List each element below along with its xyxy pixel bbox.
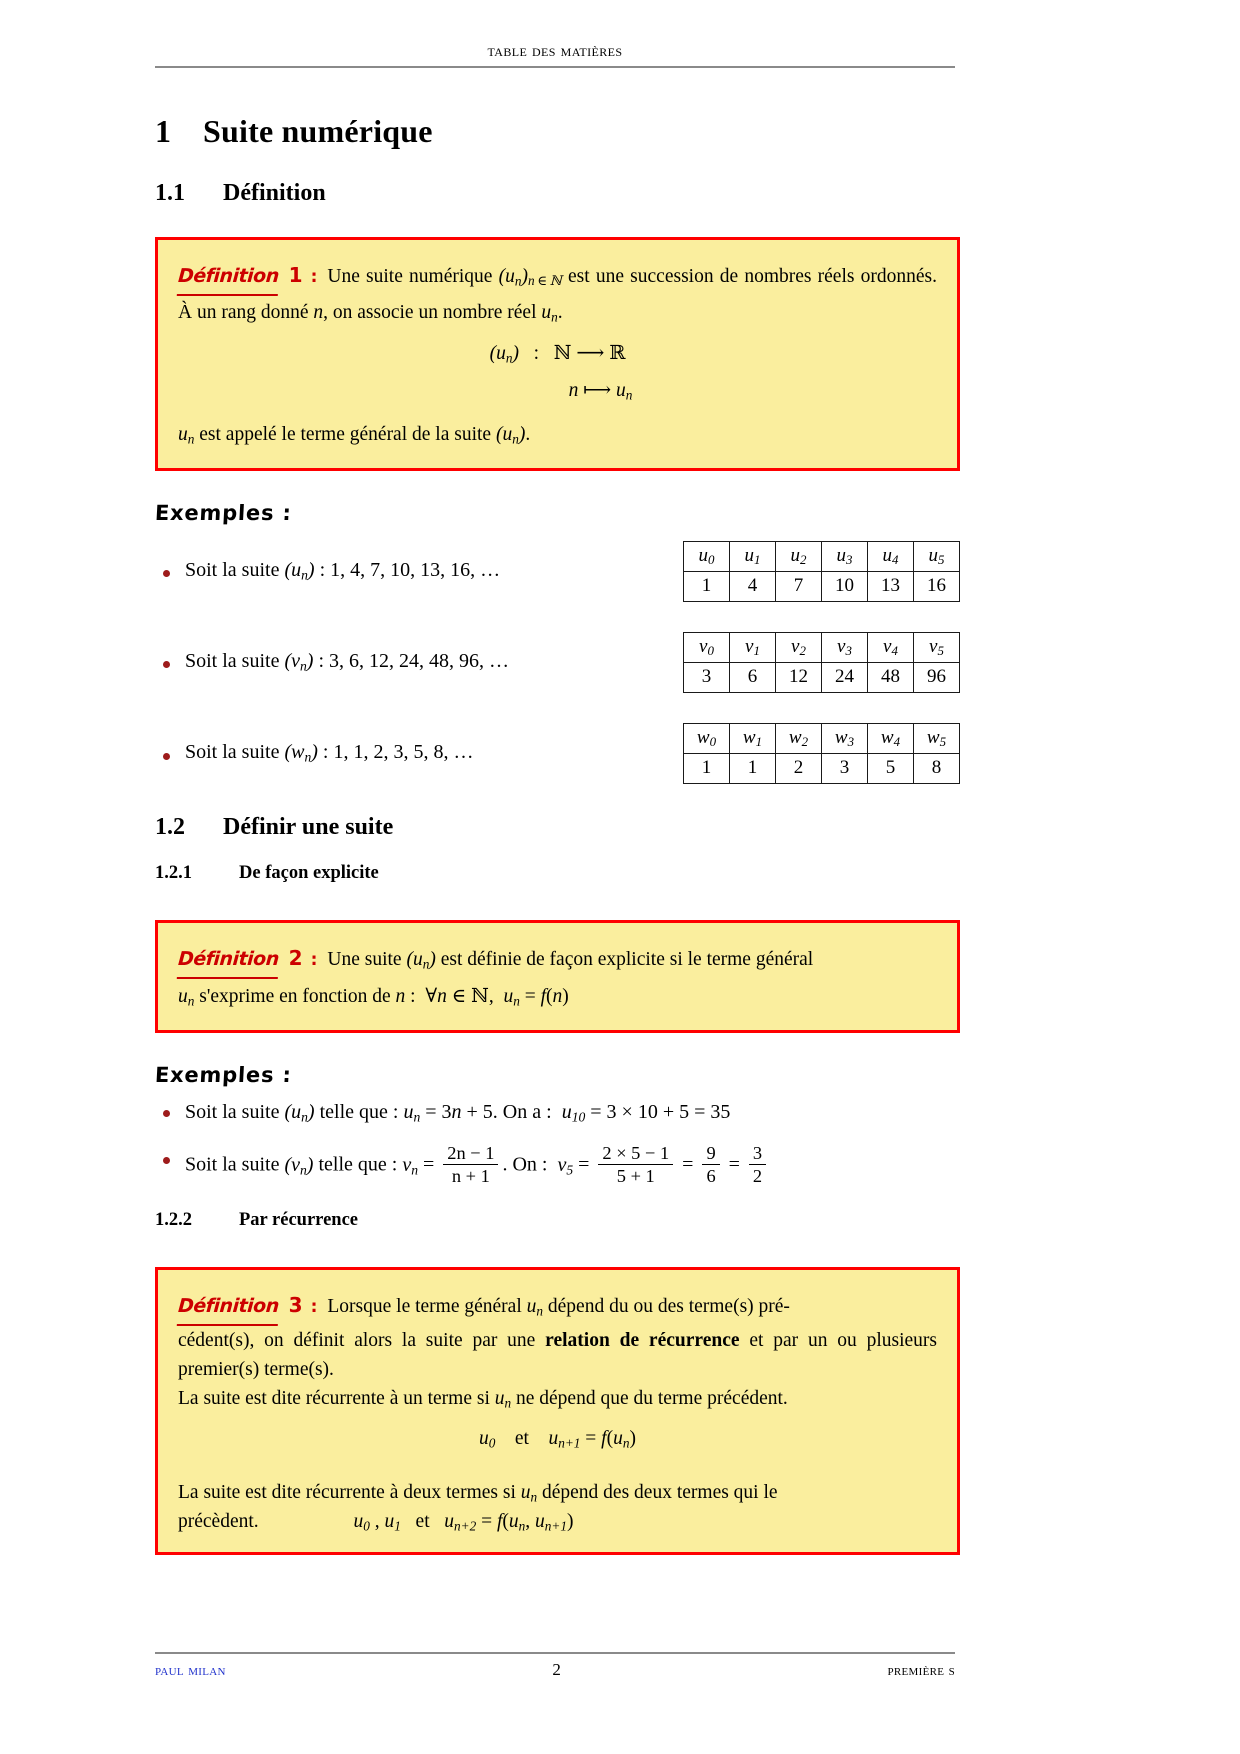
section-1-2-number: 1.2 <box>155 814 185 841</box>
cell-v2-header: $v_2$ <box>776 632 822 662</box>
cell-w3-header: $w_3$ <box>822 723 868 753</box>
cell-u1-header: $u_1$ <box>730 541 776 571</box>
cell-u0-value: 1 <box>684 572 730 602</box>
example-explicit-u: Soit la suite $(u_n)$ telle que : $u_n = 3n + 5$. On a : $u_{10} = 3 \times 10 + 5 = 35$ <box>155 1097 960 1128</box>
cell-u5-header: $u_5$ <box>914 541 960 571</box>
cell-v2-value: 12 <box>776 663 822 693</box>
cell-w5-header: $w_5$ <box>914 723 960 753</box>
examples-1-heading: Exemples : <box>154 500 293 525</box>
cell-v4-value: 48 <box>868 663 914 693</box>
cell-w0-value: 1 <box>684 754 730 784</box>
definition-2-box <box>155 920 960 1033</box>
cell-w2-header: $w_2$ <box>776 723 822 753</box>
cell-w1-value: 1 <box>730 754 776 784</box>
definition-3-box <box>155 1267 960 1556</box>
fraction-numerator: 9 <box>706 1143 716 1164</box>
section-1-2-2-title: Par récurrence <box>239 1209 358 1230</box>
v-sequence-table <box>683 632 960 693</box>
cell-v1-value: 6 <box>730 663 776 693</box>
definition-1-mapping-line-2: n ⟼ $u_n$ <box>568 379 633 402</box>
cell-v1-header: $v_1$ <box>730 632 776 662</box>
cell-u5-value: 16 <box>914 572 960 602</box>
definition-2-line-1: Définition 2 : Une suite $(u_n)$ est définie de façon explicite si le terme général <box>178 941 937 979</box>
definition-3-paragraph-3: La suite est dite récurrente à un terme si $u_n$ ne dépend que du terme précédent. <box>178 1388 788 1411</box>
recurrence-relation-emphasis: relation de récurrence <box>545 1329 740 1351</box>
example-row-w <box>155 723 960 784</box>
example-row-u <box>155 541 960 602</box>
table-row <box>684 754 960 784</box>
table-row <box>684 572 960 602</box>
footer-author: paul milan <box>155 1662 226 1679</box>
definition-3-label: Définition <box>177 1290 280 1326</box>
section-1-2-1-title: De façon explicite <box>239 863 379 884</box>
definition-1-mapping-line-1: $(u_n)$ : ℕ ⟶ ℝ <box>489 341 626 366</box>
cell-w4-header: $w_4$ <box>868 723 914 753</box>
cell-u1-value: 4 <box>730 572 776 602</box>
cell-v5-value: 96 <box>914 663 960 693</box>
examples-2-list <box>155 1097 960 1187</box>
fraction-numerator: 3 <box>752 1143 763 1164</box>
footer-class: première s <box>887 1662 955 1679</box>
section-1-2-2-number: 1.2.2 <box>155 1209 192 1230</box>
table-row <box>684 541 960 571</box>
fraction-numerator: 2 × 5 − 1 <box>602 1143 670 1164</box>
cell-v3-header: $v_3$ <box>822 632 868 662</box>
cell-v5-header: $v_5$ <box>914 632 960 662</box>
table-row <box>684 663 960 693</box>
cell-w4-value: 5 <box>868 754 914 784</box>
page-footer <box>155 1660 955 1680</box>
section-1-2-1-number: 1.2.1 <box>155 863 192 884</box>
fraction-2x5-minus-1-over-5-plus-1 <box>598 1143 673 1186</box>
definition-1-box <box>155 237 960 471</box>
definition-3-colon: : <box>310 1296 318 1317</box>
cell-w1-header: $w_1$ <box>730 723 776 753</box>
fraction-2n-minus-1-over-n-plus-1 <box>443 1143 498 1186</box>
cell-w5-value: 8 <box>914 754 960 784</box>
example-u-label: Soit la suite $(u_n)$ : 1, 4, 7, 10, 13, 16, … <box>155 559 500 583</box>
definition-3-precedent-word: précèdent. <box>178 1511 259 1533</box>
cell-u4-value: 13 <box>868 572 914 602</box>
definition-3-paragraph-2: cédent(s), on définit alors la suite par une relation de récurrence et par un ou plusieurs premier(s) terme(s). <box>178 1329 937 1381</box>
definition-1-closing-line: $u_n$ est appelé le terme général de la suite $(u_n)$. <box>178 423 531 446</box>
cell-w0-header: $w_0$ <box>684 723 730 753</box>
cell-v0-value: 3 <box>684 663 730 693</box>
definition-1-paragraph: Définition 1 : Une suite numérique $(u_n)_{n \in ℕ}$ est une succession de nombres réels ordonnés. À un rang donné n, on associe un nombre réel $u_n$. <box>178 258 937 330</box>
cell-u2-header: $u_2$ <box>776 541 822 571</box>
fraction-denominator: n + 1 <box>443 1164 498 1186</box>
definition-2-label: Définition <box>177 943 280 979</box>
cell-u3-value: 10 <box>822 572 868 602</box>
cell-v4-header: $v_4$ <box>868 632 914 662</box>
running-header: table des matières <box>487 40 623 60</box>
table-row <box>684 632 960 662</box>
section-1-number: 1 <box>155 113 172 149</box>
fraction-numerator: 2n − 1 <box>447 1143 495 1164</box>
cell-w3-value: 3 <box>822 754 868 784</box>
cell-w2-value: 2 <box>776 754 822 784</box>
definition-1-label: Définition <box>177 260 280 296</box>
cell-u4-header: $u_4$ <box>868 541 914 571</box>
section-1-1-title: Définition <box>223 180 326 206</box>
section-1-1-number: 1.1 <box>155 180 185 206</box>
definition-2-number: 2 <box>288 946 303 971</box>
cell-u3-header: $u_3$ <box>822 541 868 571</box>
cell-u0-header: $u_0$ <box>684 541 730 571</box>
example-row-v <box>155 632 960 693</box>
definition-3-formula-1: $u_0$ et $u_{n+1} = f(u_n)$ <box>479 1427 636 1451</box>
section-1-heading <box>155 113 960 150</box>
fraction-3-over-2 <box>749 1143 766 1186</box>
definition-1-number: 1 <box>288 263 303 287</box>
cell-v3-value: 24 <box>822 663 868 693</box>
section-1-2-heading <box>155 814 960 841</box>
section-1-2-title: Définir une suite <box>223 814 394 841</box>
examples-2-heading: Exemples : <box>154 1063 293 1088</box>
examples-1-heading-wrap <box>155 501 960 525</box>
fraction-denominator: 6 <box>702 1164 719 1186</box>
table-row <box>684 723 960 753</box>
fraction-denominator: 2 <box>749 1164 766 1186</box>
cell-v0-header: $v_0$ <box>684 632 730 662</box>
footer-page-number: 2 <box>552 1660 561 1679</box>
cell-u2-value: 7 <box>776 572 822 602</box>
section-1-title: Suite numérique <box>203 113 433 149</box>
definition-1-colon: : <box>310 267 318 287</box>
definition-3-paragraph-4: La suite est dite récurrente à deux termes si $u_n$ dépend des deux termes qui le <box>178 1481 778 1505</box>
w-sequence-table <box>683 723 960 784</box>
header-rule <box>155 66 955 68</box>
definition-3-number: 3 <box>288 1292 303 1317</box>
section-1-2-1-heading <box>155 863 960 884</box>
section-1-2-2-heading <box>155 1210 960 1231</box>
definition-3-paragraph-5: précèdent. $u_0$ , $u_1$ et $u_{n+2} = f(u_n$, $u_{n+1}$) <box>178 1511 574 1534</box>
u-sequence-table <box>683 541 960 602</box>
page-content <box>155 95 960 1555</box>
fraction-denominator: 5 + 1 <box>598 1164 673 1186</box>
definition-3-paragraph-1: Définition 3 : Lorsque le terme général $u_n$ dépend du ou des terme(s) pré- <box>178 1288 937 1326</box>
example-w-label: Soit la suite $(w_n)$ : 1, 1, 2, 3, 5, 8, … <box>155 741 473 765</box>
section-1-1-heading <box>155 180 960 207</box>
footer-rule <box>155 1652 955 1654</box>
example-explicit-v: Soit la suite $(v_n)$ telle que : $v_n$ = $\frac{2n - 1}{n + 1}$ . On : $v_5$ = $\frac{2 \times 5 - 1}{5 + 1}$ = $\frac{9}{6}$ = $\frac{3}{2}$ <box>155 1144 960 1187</box>
definition-2-colon: : <box>310 950 318 971</box>
definition-2-line-2: $u_n$ s'exprime en fonction de n : ∀n ∈ ℕ, $u_n = f(n)$ <box>178 984 569 1009</box>
fraction-9-over-6 <box>702 1143 719 1186</box>
examples-2-heading-wrap <box>155 1063 960 1087</box>
example-v-label: Soit la suite $(v_n)$ : 3, 6, 12, 24, 48, 96, … <box>155 650 509 674</box>
